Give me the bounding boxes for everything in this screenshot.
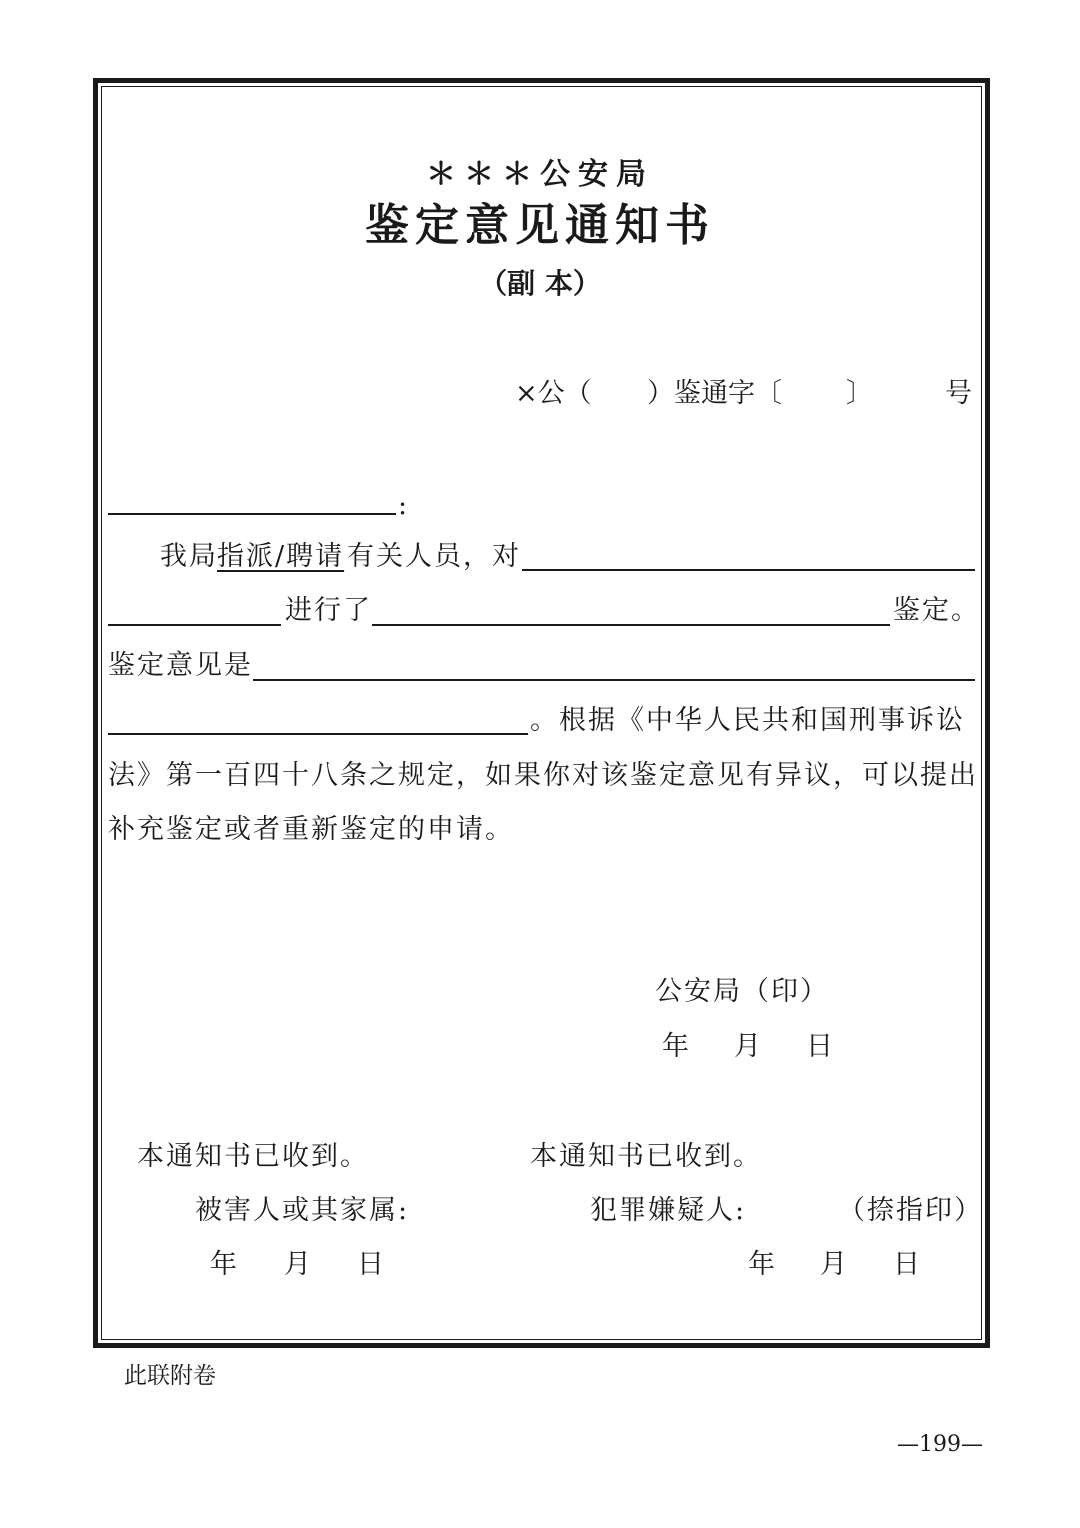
left-day: 日 (357, 1249, 384, 1280)
right-day: 日 (893, 1249, 920, 1280)
left-year: 年 (210, 1249, 237, 1280)
signature-month: 月 (734, 1031, 761, 1062)
doc-number-suffix: 号 (945, 378, 972, 409)
appraisal-object-blank[interactable] (108, 624, 281, 626)
copy-label: （副 本） (479, 267, 601, 300)
right-received: 本通知书已收到。 (530, 1141, 762, 1172)
victim-label: 被害人或其家属: (195, 1195, 410, 1226)
suspect-label: 犯罪嫌疑人: (590, 1195, 747, 1226)
line5: 法》第一百四十八条之规定，如果你对该鉴定意见有异议，可以提出 (108, 760, 978, 791)
opinion-blank-2[interactable] (108, 733, 528, 735)
agency-name: ＊＊＊公安局 (426, 157, 654, 192)
line1-after: 有关人员，对 (347, 541, 521, 572)
fingerprint-label: （捺指印） (838, 1195, 983, 1226)
line4-tail: 。根据《中华人民共和国刑事诉讼 (530, 705, 965, 736)
signature-day: 日 (806, 1031, 833, 1062)
page-number: —199— (897, 1432, 983, 1457)
doc-number-bracket-close: 〕 (846, 378, 873, 409)
line2-end: 鉴定。 (893, 595, 980, 626)
seal-label: 公安局（印） (655, 976, 829, 1007)
opinion-blank-1[interactable] (253, 679, 975, 681)
signature-year: 年 (662, 1031, 689, 1062)
appraisal-subject-blank[interactable] (522, 569, 975, 571)
appraisal-type-blank[interactable] (372, 624, 890, 626)
doc-number-prefix: ×公（ (515, 378, 592, 409)
line3-prefix: 鉴定意见是 (108, 650, 253, 681)
appointment-choice: 指派/聘请 (217, 541, 345, 572)
right-month: 月 (820, 1249, 847, 1280)
document-title: 鉴定意见通知书 (365, 200, 715, 251)
line6: 补充鉴定或者重新鉴定的申请。 (108, 814, 514, 845)
left-month: 月 (284, 1249, 311, 1280)
line1-prefix: 我局 (160, 541, 218, 572)
line2-mid: 进行了 (285, 595, 372, 626)
archive-note: 此联附卷 (124, 1363, 216, 1389)
addressee-colon: : (398, 490, 408, 521)
left-received: 本通知书已收到。 (137, 1141, 369, 1172)
addressee-blank[interactable] (108, 513, 396, 515)
right-year: 年 (748, 1249, 775, 1280)
doc-number-middle: ）鉴通字〔 (647, 378, 782, 409)
